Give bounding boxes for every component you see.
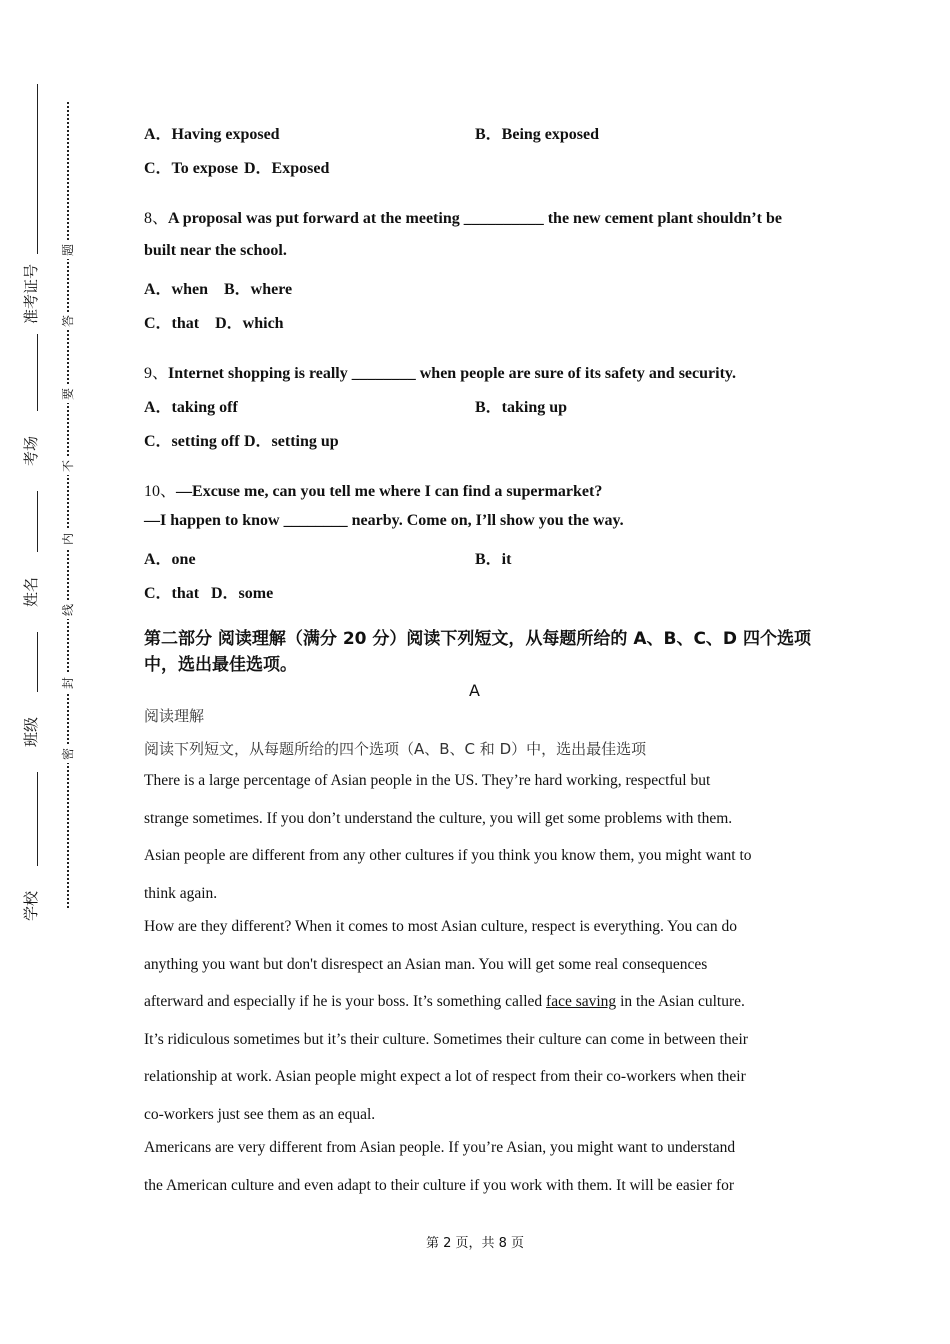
- q10-line1-text: —Excuse me, can you tell me where I can find a supermarket?: [176, 483, 603, 500]
- q8-number: 8、: [144, 210, 169, 227]
- q9-option-c: C．setting off: [144, 433, 240, 450]
- seal-char: 内: [61, 530, 75, 548]
- binding-dotted-line: [67, 102, 69, 908]
- q10-option-a: A．one: [144, 551, 196, 568]
- page-number: 第 2 页，共 8 页: [425, 1236, 525, 1251]
- exam-room-label: 考场: [22, 411, 40, 491]
- seal-char: 不: [61, 457, 75, 475]
- underlined-phrase: face saving: [546, 993, 617, 1010]
- q9-option-b: B．taking up: [475, 399, 568, 416]
- passage-line: There is a large percentage of Asian people in the US. They’re hard working, respectful but: [144, 772, 711, 789]
- q7-option-c: C．To expose: [144, 160, 239, 177]
- class-label: 班级: [22, 692, 40, 772]
- binding-solid-line: [37, 84, 38, 924]
- passage-line: How are they different? When it comes to most Asian culture, respect is everything. You can do: [144, 918, 738, 935]
- exam-number-label: 准考证号: [22, 254, 40, 334]
- q9-option-d: D．setting up: [244, 433, 339, 450]
- q8-options-cd: C．that D．which: [144, 315, 284, 332]
- reading-heading: 阅读理解: [144, 707, 205, 725]
- q9-stem-text: Internet shopping is really ________ when people are sure of its safety and security.: [168, 365, 737, 382]
- seal-char: 要: [61, 385, 75, 403]
- q9-option-a: A．taking off: [144, 399, 238, 416]
- passage-line: the American culture and even adapt to their culture if you work with them. It will be easier for: [144, 1177, 735, 1194]
- passage-line: think again.: [144, 885, 218, 902]
- q8-stem-line2: built near the school.: [144, 242, 287, 259]
- seal-char: 封: [61, 674, 75, 692]
- q9-number: 9、: [144, 365, 169, 382]
- passage-line: Americans are very different from Asian people. If you’re Asian, you might want to understand: [144, 1139, 736, 1156]
- passage-line: anything you want but don't disrespect an Asian man. You will get some real consequences: [144, 956, 708, 973]
- seal-char: 题: [61, 241, 75, 259]
- passage-text: afterward and especially if he is your boss. It’s something called: [144, 993, 547, 1010]
- passage-line: It’s ridiculous sometimes but it’s their culture. Sometimes their culture can come in between their: [144, 1031, 748, 1048]
- q7-option-d: D．Exposed: [244, 160, 330, 177]
- q10-number: 10、: [144, 483, 177, 500]
- q8-stem-line1: [144, 205, 782, 228]
- name-label: 姓名: [22, 552, 40, 632]
- passage-line: relationship at work. Asian people might expect a lot of respect from their co-workers when their: [144, 1068, 746, 1085]
- seal-char: 答: [61, 312, 75, 330]
- q10-line1: [144, 478, 602, 501]
- q10-option-b: B．it: [475, 551, 512, 568]
- reading-instruction: 阅读下列短文，从每题所给的四个选项（A、B、C 和 D）中，选出最佳选项: [144, 740, 647, 758]
- q7-option-a: A．Having exposed: [144, 126, 280, 143]
- passage-line: co-workers just see them as an equal.: [144, 1106, 376, 1123]
- seal-char: 线: [61, 601, 75, 619]
- passage-text: in the Asian culture.: [616, 993, 745, 1010]
- passage-line: Asian people are different from any other cultures if you think you know them, you might want to: [144, 847, 752, 864]
- passage-letter: A: [469, 681, 480, 700]
- q10-line2: —I happen to know ________ nearby. Come on, I’ll show you the way.: [144, 512, 624, 529]
- q10-option-d: D．some: [211, 585, 274, 602]
- q8-stem-text: A proposal was put forward at the meeting __________ the new cement plant shouldn’t be: [168, 210, 782, 227]
- q7-option-b: B．Being exposed: [475, 126, 600, 143]
- section-title: 第二部分 阅读理解（满分 20 分）阅读下列短文，从每题所给的 A、B、C、D 四个选项中，选出最佳选项。: [144, 629, 811, 675]
- school-label: 学校: [22, 866, 40, 946]
- seal-char: 密: [61, 745, 75, 763]
- passage-line: strange sometimes. If you don’t understand the culture, you will get some problems with them.: [144, 810, 733, 827]
- passage-line: [144, 993, 745, 1011]
- q8-options-ab: A．when B．where: [144, 281, 293, 298]
- q9-stem: [144, 360, 736, 383]
- q10-option-c: C．that: [144, 585, 200, 602]
